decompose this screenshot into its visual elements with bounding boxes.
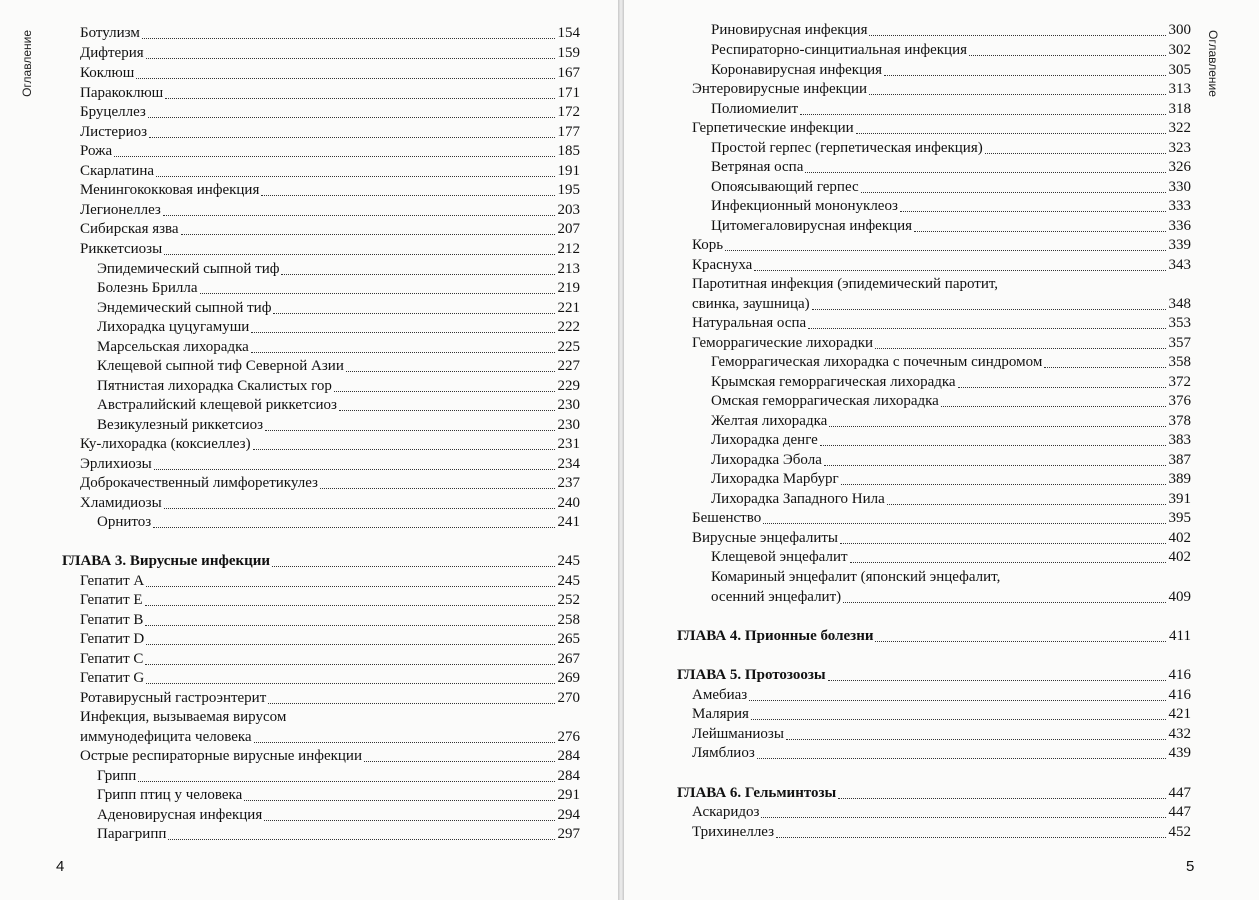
right-page [624, 0, 1259, 900]
toc-entry: Легионеллез 203 [80, 202, 580, 218]
toc-subentry: Лихорадка Эбола 387 [711, 452, 1191, 468]
toc-subentry: Лихорадка Марбург 389 [711, 471, 1191, 487]
side-running-head: Оглавление [1206, 30, 1220, 97]
toc-entry: Гепатит D 265 [80, 631, 580, 647]
toc-subentry: Пятнистая лихорадка Скалистых гор 229 [97, 378, 580, 394]
toc-entry: Скарлатина 191 [80, 163, 580, 179]
toc-subentry: Лихорадка денге 383 [711, 432, 1191, 448]
toc-subentry: Клещевой энцефалит 402 [711, 549, 1191, 565]
toc-subentry: Геморрагическая лихорадка с почечным синдромом 358 [711, 354, 1191, 370]
toc-subentry: Крымская геморрагическая лихорадка 372 [711, 374, 1191, 390]
toc-entry: Коклюш 167 [80, 65, 580, 81]
chapter-heading: ГЛАВА 3. Вирусные инфекции 245 [62, 553, 580, 569]
toc-entry: Бешенство 395 [692, 510, 1191, 526]
toc-subentry: Орнитоз 241 [97, 514, 580, 530]
toc-entry: Ботулизм 154 [80, 25, 580, 41]
toc-entry: Ку-лихорадка (коксиеллез) 231 [80, 436, 580, 452]
toc-subentry: Грипп птиц у человека 291 [97, 787, 580, 803]
toc-subentry: Полиомиелит 318 [711, 101, 1191, 117]
chapter-heading: ГЛАВА 4. Прионные болезни 411 [677, 628, 1191, 644]
toc-entry: Энтеровирусные инфекции 313 [692, 81, 1191, 97]
toc-subentry: Инфекционный мононуклеоз 333 [711, 198, 1191, 214]
toc-subentry: Парагрипп 297 [97, 826, 580, 842]
toc-entry: Геморрагические лихорадки 357 [692, 335, 1191, 351]
toc-subentry: Болезнь Брилла 219 [97, 280, 580, 296]
toc-entry: Гепатит C 267 [80, 651, 580, 667]
toc-subentry: Желтая лихорадка 378 [711, 413, 1191, 429]
toc-entry: Острые респираторные вирусные инфекции 284 [80, 748, 580, 764]
toc-entry: Гепатит E 252 [80, 592, 580, 608]
toc-subentry: Ветряная оспа 326 [711, 159, 1191, 175]
toc-entry-line: Паротитная инфекция (эпидемический паротит, [692, 276, 999, 292]
toc-entry: Риккетсиозы 212 [80, 241, 580, 257]
toc-entry: Натуральная оспа 353 [692, 315, 1191, 331]
toc-subentry: Коронавирусная инфекция 305 [711, 62, 1191, 78]
toc-subentry: Клещевой сыпной тиф Северной Азии 227 [97, 358, 580, 374]
toc-subentry: Опоясывающий герпес 330 [711, 179, 1191, 195]
toc-entry: Дифтерия 159 [80, 45, 580, 61]
toc-subentry: Лихорадка цуцугамуши 222 [97, 319, 580, 335]
toc-entry: свинка, заушница) 348 [692, 296, 1191, 312]
left-page [0, 0, 618, 900]
toc-entry: Паракоклюш 171 [80, 85, 580, 101]
toc-entry: Лейшманиозы 432 [692, 726, 1191, 742]
chapter-heading: ГЛАВА 5. Протозоозы 416 [677, 667, 1191, 683]
page-number: 4 [56, 858, 65, 875]
toc-entry: Ротавирусный гастроэнтерит 270 [80, 690, 580, 706]
toc-subentry: Риновирусная инфекция 300 [711, 22, 1191, 38]
toc-subentry: Лихорадка Западного Нила 391 [711, 491, 1191, 507]
toc-subentry: Омская геморрагическая лихорадка 376 [711, 393, 1191, 409]
toc-subentry: Эпидемический сыпной тиф 213 [97, 261, 580, 277]
toc-subentry: Аденовирусная инфекция 294 [97, 807, 580, 823]
toc-subentry: Респираторно-синцитиальная инфекция 302 [711, 42, 1191, 58]
toc-subentry: Марсельская лихорадка 225 [97, 339, 580, 355]
toc-entry: Гепатит G 269 [80, 670, 580, 686]
toc-subentry: Грипп 284 [97, 768, 580, 784]
toc-subentry: Австралийский клещевой риккетсиоз 230 [97, 397, 580, 413]
toc-entry: Герпетические инфекции 322 [692, 120, 1191, 136]
chapter-heading: ГЛАВА 6. Гельминтозы 447 [677, 785, 1191, 801]
toc-subentry: Цитомегаловирусная инфекция 336 [711, 218, 1191, 234]
toc-entry: Бруцеллез 172 [80, 104, 580, 120]
toc-subentry: осенний энцефалит) 409 [711, 589, 1191, 605]
toc-entry: Доброкачественный лимфоретикулез 237 [80, 475, 580, 491]
toc-entry: Сибирская язва 207 [80, 221, 580, 237]
toc-entry: Эрлихиозы 234 [80, 456, 580, 472]
toc-entry: Корь 339 [692, 237, 1191, 253]
toc-entry: Краснуха 343 [692, 257, 1191, 273]
toc-entry: Трихинеллез 452 [692, 824, 1191, 840]
toc-subentry: Эндемический сыпной тиф 221 [97, 300, 580, 316]
toc-entry-line: Инфекция, вызываемая вирусом [80, 709, 287, 725]
toc-subentry: Везикулезный риккетсиоз 230 [97, 417, 580, 433]
toc-entry: Лямблиоз 439 [692, 745, 1191, 761]
toc-entry: Малярия 421 [692, 706, 1191, 722]
toc-subentry: Простой герпес (герпетическая инфекция) 323 [711, 140, 1191, 156]
page-number: 5 [1186, 858, 1195, 875]
toc-entry: Гепатит A 245 [80, 573, 580, 589]
toc-entry: Рожа 185 [80, 143, 580, 159]
toc-entry: иммунодефицита человека 276 [80, 729, 580, 745]
toc-subentry-line: Комариный энцефалит (японский энцефалит, [711, 569, 1001, 585]
toc-entry: Аскаридоз 447 [692, 804, 1191, 820]
side-running-head: Оглавление [20, 30, 34, 97]
toc-entry: Амебиаз 416 [692, 687, 1191, 703]
toc-entry: Гепатит B 258 [80, 612, 580, 628]
toc-entry: Менингококковая инфекция 195 [80, 182, 580, 198]
toc-entry: Вирусные энцефалиты 402 [692, 530, 1191, 546]
toc-entry: Хламидиозы 240 [80, 495, 580, 511]
toc-entry: Листериоз 177 [80, 124, 580, 140]
